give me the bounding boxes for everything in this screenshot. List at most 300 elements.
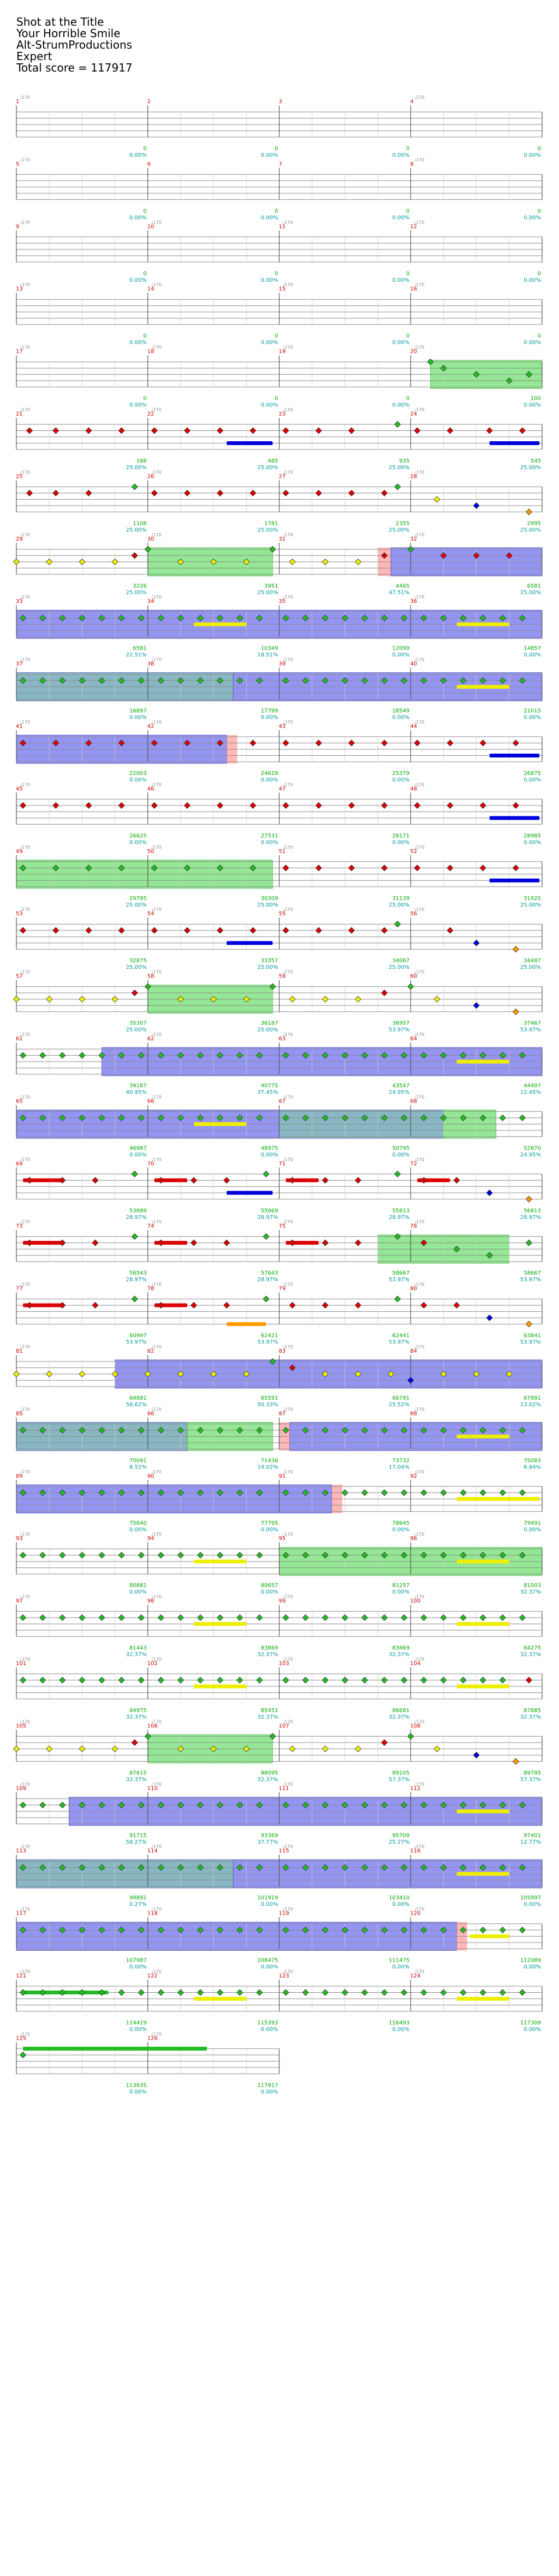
measure-score: 52870: [524, 1145, 541, 1152]
measure-number: 66: [147, 1098, 154, 1105]
note-green: [421, 1615, 427, 1621]
sp-percent: 53.97%: [389, 1277, 410, 1283]
sp-percent: 0.00%: [260, 1152, 278, 1158]
note-green: [382, 1989, 388, 1995]
measure-score: 0: [537, 270, 541, 277]
sp-percent: 0.00%: [129, 839, 147, 846]
measure-number: 48: [410, 786, 417, 792]
note-green: [60, 1802, 66, 1808]
measure-number: 117: [16, 1910, 27, 1917]
sustain-tail: [227, 1322, 266, 1326]
measure-number: 99: [278, 1598, 286, 1604]
sp-percent: 17.04%: [389, 1464, 410, 1471]
measure-number: 2: [147, 99, 151, 105]
measure-number: 12: [410, 223, 417, 230]
measure-number: 123: [278, 1973, 289, 1979]
note-green: [322, 1615, 328, 1621]
tempo-marker: ♩170: [151, 1906, 162, 1912]
measure-number: 125: [16, 2035, 27, 2042]
measure-score: 83669: [392, 1645, 410, 1651]
note-yellow: [434, 996, 440, 1002]
note-green: [217, 1615, 223, 1621]
sp-percent: 0.00%: [392, 402, 410, 408]
note-red: [60, 1240, 66, 1246]
note-red: [217, 428, 223, 434]
tempo-marker: ♩170: [151, 282, 162, 288]
note-green: [382, 1677, 388, 1683]
note-green: [263, 1296, 269, 1302]
sp-percent: 47.51%: [389, 589, 410, 596]
note-red: [250, 740, 256, 746]
measure-score: 70091: [129, 1458, 147, 1464]
sp-percent: 25.00%: [520, 465, 541, 471]
measure-number: 118: [147, 1910, 158, 1917]
measure-score: 0: [143, 333, 147, 340]
tempo-marker: ♩170: [20, 2032, 31, 2037]
measure-score: 116493: [389, 2020, 410, 2026]
note-green: [480, 1927, 486, 1933]
measure-score: 111475: [389, 1957, 410, 1964]
highway-row-7: [16, 480, 542, 512]
tempo-marker: ♩170: [282, 345, 293, 350]
note-blue: [486, 1190, 492, 1196]
note-green: [20, 1052, 26, 1058]
note-red: [217, 802, 223, 808]
measure-number: 89: [16, 1473, 23, 1479]
measure-score: 545: [530, 458, 541, 464]
measure-number: 124: [410, 1973, 421, 1979]
note-green: [198, 1552, 204, 1558]
note-green: [79, 1989, 85, 1995]
tempo-marker: ♩170: [282, 1157, 293, 1162]
measure-score: 95709: [392, 1832, 410, 1839]
sp-percent: 0.00%: [392, 839, 410, 846]
note-yellow: [46, 559, 52, 565]
measure-score: 0: [275, 146, 278, 152]
song-artist: Your Horrible Smile: [16, 27, 121, 40]
sp-percent: 8.52%: [129, 1464, 147, 1471]
sp-percent: 0.00%: [524, 277, 541, 283]
sustain-tail: [227, 441, 272, 445]
note-green: [395, 1171, 401, 1177]
sp-percent: 25.00%: [257, 589, 278, 596]
note-orange: [513, 1009, 519, 1015]
tempo-marker: ♩170: [20, 1282, 31, 1287]
note-green: [302, 1677, 308, 1683]
note-green: [177, 1677, 183, 1683]
note-red: [184, 428, 190, 434]
tempo-marker: ♩170: [151, 1407, 162, 1412]
sp-percent: 0.00%: [260, 1964, 278, 1970]
tempo-marker: ♩170: [20, 1657, 31, 1662]
measure-number: 84: [410, 1348, 417, 1354]
note-green: [20, 1989, 26, 1995]
note-green: [480, 1989, 486, 1995]
measure-number: 56: [410, 911, 417, 917]
tempo-marker: ♩170: [20, 407, 31, 412]
tempo-marker: ♩170: [414, 1219, 425, 1225]
tempo-marker: ♩170: [151, 1719, 162, 1725]
measure-score: 31925: [524, 895, 541, 902]
note-red: [60, 1177, 66, 1183]
sp-percent: 32.37%: [520, 1589, 541, 1596]
measure-score: 0: [143, 208, 147, 215]
measure-score: 36187: [260, 1020, 278, 1027]
highway-row-13: [16, 855, 542, 889]
sustain-tail: [490, 441, 539, 445]
tempo-marker: ♩170: [151, 1157, 162, 1162]
note-red: [316, 927, 322, 933]
measure-number: 44: [410, 724, 417, 730]
note-red: [382, 927, 388, 933]
sp-percent: 24.95%: [389, 1089, 410, 1095]
sustain-tail: [457, 1997, 509, 2001]
note-yellow: [355, 559, 361, 565]
note-yellow: [46, 1371, 52, 1377]
tempo-marker: ♩170: [151, 345, 162, 350]
note-green: [257, 1615, 263, 1621]
measure-number: 65: [16, 1098, 23, 1105]
song-title: Shot at the Title: [16, 15, 104, 28]
tempo-marker: ♩170: [20, 1157, 31, 1162]
tempo-marker: ♩170: [282, 969, 293, 975]
note-green: [480, 1677, 486, 1683]
note-red: [289, 1177, 295, 1183]
note-yellow: [355, 996, 361, 1002]
sp-percent: 25.52%: [389, 1402, 410, 1408]
note-red: [382, 490, 388, 496]
note-green: [158, 1552, 164, 1558]
tempo-marker: ♩170: [414, 1157, 425, 1162]
note-red: [53, 802, 59, 808]
sp-percent: 0.00%: [260, 1902, 278, 1908]
sp-percent: 0.00%: [129, 152, 147, 158]
note-orange: [513, 1758, 519, 1764]
tempo-marker: ♩170: [414, 470, 425, 475]
measure-number: 27: [278, 473, 286, 480]
sp-percent: 28.97%: [257, 1214, 278, 1221]
note-yellow: [434, 496, 440, 502]
highway-row-3: [16, 230, 542, 262]
sp-percent: 0.00%: [129, 777, 147, 783]
tempo-marker: ♩170: [20, 282, 31, 288]
tempo-marker: ♩170: [151, 720, 162, 725]
note-red: [283, 927, 289, 933]
note-yellow: [322, 559, 328, 565]
tempo-marker: ♩170: [282, 1345, 293, 1349]
note-green: [132, 1171, 138, 1177]
note-green: [401, 1615, 407, 1621]
measure-score: 101919: [257, 1895, 278, 1902]
measure-number: 52: [410, 848, 417, 855]
note-green: [79, 1615, 85, 1621]
measure-number: 32: [410, 536, 417, 542]
note-green: [441, 1490, 447, 1496]
measure-number: 47: [278, 786, 286, 792]
tempo-marker: ♩170: [282, 1657, 293, 1662]
measure-score: 84975: [129, 1708, 147, 1714]
tempo-marker: ♩170: [414, 782, 425, 787]
note-green: [421, 1989, 427, 1995]
tempo-marker: ♩170: [414, 157, 425, 163]
measure-score: 80881: [129, 1583, 147, 1589]
measure-number: 4: [410, 99, 414, 105]
measure-score: 6581: [527, 583, 541, 589]
measure-score: 2355: [395, 520, 410, 527]
note-green: [302, 1615, 308, 1621]
note-green: [198, 1615, 204, 1621]
note-red: [322, 1302, 328, 1308]
measure-number: 28: [410, 473, 417, 480]
note-yellow: [46, 996, 52, 1002]
note-green: [342, 1490, 348, 1496]
note-green: [421, 1677, 427, 1683]
sp-percent: 32.37%: [257, 1714, 278, 1720]
measure-number: 67: [278, 1098, 286, 1105]
note-yellow: [14, 1371, 20, 1377]
note-green: [257, 1677, 263, 1683]
measure-number: 70: [147, 1160, 154, 1167]
measure-score: 27531: [260, 833, 278, 839]
note-yellow: [112, 1746, 118, 1752]
highway-row-5: [16, 356, 542, 389]
note-red: [132, 553, 138, 559]
tempo-marker: ♩170: [282, 595, 293, 600]
measure-score: 16897: [129, 708, 147, 714]
note-green: [395, 422, 401, 428]
sp-percent: 0.00%: [392, 1902, 410, 1908]
measure-score: 21015: [524, 708, 541, 714]
tempo-marker: ♩170: [414, 595, 425, 600]
measure-number: 49: [16, 848, 23, 855]
note-orange: [526, 1321, 532, 1327]
note-red: [382, 740, 388, 746]
measure-number: 21: [16, 411, 23, 417]
note-red: [283, 865, 289, 871]
note-red: [217, 490, 223, 496]
tempo-marker: ♩170: [20, 220, 31, 225]
sp-percent: 22.51%: [126, 652, 147, 659]
sp-percent: 25.00%: [126, 902, 147, 908]
measure-score: 31139: [392, 895, 410, 902]
measure-score: 28171: [392, 833, 410, 839]
note-green: [441, 1677, 447, 1683]
note-green: [526, 1240, 532, 1246]
sp-percent: 53.97%: [520, 1277, 541, 1283]
sustain-tail: [457, 1685, 509, 1689]
note-red: [480, 740, 486, 746]
measure-score: 4465: [395, 583, 410, 589]
note-green: [519, 1490, 525, 1496]
sustain-tail: [457, 1872, 509, 1876]
sp-percent: 50.33%: [257, 1402, 278, 1408]
tempo-marker: ♩170: [20, 1094, 31, 1100]
measure-score: 89105: [392, 1770, 410, 1776]
note-green: [118, 1989, 124, 1995]
measure-score: 83869: [260, 1645, 278, 1651]
tempo-marker: ♩170: [20, 1032, 31, 1037]
note-green: [441, 1615, 447, 1621]
sp-percent: 0.00%: [129, 714, 147, 721]
highway-row-16: [16, 1043, 542, 1076]
note-red: [118, 428, 124, 434]
measure-score: 188: [136, 458, 147, 464]
sp-percent: 0.00%: [260, 340, 278, 346]
tempo-marker: ♩170: [414, 1345, 425, 1349]
measure-score: 0: [275, 395, 278, 402]
measure-score: 36957: [392, 1020, 410, 1027]
measure-number: 23: [278, 411, 286, 417]
sp-percent: 57.37%: [520, 1776, 541, 1783]
note-green: [302, 1989, 308, 1995]
measure-number: 42: [147, 724, 154, 730]
sp-percent: 13.02%: [520, 1402, 541, 1408]
measure-score: 12099: [392, 646, 410, 652]
sp-percent: 32.37%: [126, 1714, 147, 1720]
measure-number: 87: [278, 1411, 286, 1417]
measure-score: 37467: [524, 1020, 541, 1027]
measure-score: 84275: [524, 1645, 541, 1651]
tempo-marker: ♩170: [414, 969, 425, 975]
highway-row-19: [16, 1230, 542, 1263]
note-red: [447, 802, 453, 808]
measure-score: 93369: [260, 1832, 278, 1839]
note-red: [526, 1677, 532, 1683]
measure-number: 59: [278, 973, 286, 980]
note-green: [20, 1802, 26, 1808]
measure-score: 10349: [260, 646, 278, 652]
sp-percent: 25.00%: [257, 964, 278, 971]
measure-number: 94: [147, 1536, 154, 1542]
tempo-marker: ♩170: [414, 1282, 425, 1287]
highway-row-29: [16, 1855, 542, 1888]
measure-number: 34: [147, 599, 154, 605]
tempo-marker: ♩170: [414, 345, 425, 350]
sp-percent: 0.00%: [260, 402, 278, 408]
measure-score: 0: [406, 333, 410, 340]
measure-score: 113935: [126, 2082, 147, 2089]
sp-percent: 58.27%: [126, 1839, 147, 1845]
tempo-marker: ♩170: [20, 907, 31, 913]
note-green: [177, 1552, 183, 1558]
note-yellow: [14, 1746, 20, 1752]
measure-number: 72: [410, 1160, 417, 1167]
measure-score: 26625: [129, 833, 147, 839]
note-green: [20, 2052, 26, 2058]
measure-number: 96: [410, 1536, 417, 1542]
measure-score: 0: [275, 208, 278, 215]
measure-number: 13: [16, 286, 23, 293]
tempo-marker: ♩170: [20, 1719, 31, 1725]
note-red: [348, 927, 354, 933]
measure-score: 55813: [392, 1207, 410, 1214]
measure-score: 0: [275, 270, 278, 277]
note-green: [138, 1552, 144, 1558]
note-green: [60, 1615, 66, 1621]
tempo-marker: ♩170: [282, 1094, 293, 1100]
note-green: [40, 1802, 46, 1808]
measure-number: 122: [147, 1973, 158, 1979]
measure-score: 50795: [392, 1145, 410, 1152]
measure-number: 95: [278, 1536, 286, 1542]
highway-row-4: [16, 293, 542, 324]
note-green: [408, 1733, 414, 1739]
measure-score: 35307: [129, 1020, 147, 1027]
measure-number: 113: [16, 1848, 27, 1855]
tempo-marker: ♩170: [414, 1719, 425, 1725]
sp-percent: 0.00%: [524, 1526, 541, 1533]
note-red: [382, 990, 388, 996]
measure-score: 34487: [524, 958, 541, 964]
tempo-marker: ♩170: [282, 1594, 293, 1600]
tempo-marker: ♩170: [151, 844, 162, 850]
sp-percent: 0.00%: [129, 2027, 147, 2033]
note-red: [283, 802, 289, 808]
tempo-marker: ♩170: [20, 595, 31, 600]
note-green: [322, 1677, 328, 1683]
note-green: [40, 1677, 46, 1683]
note-green: [480, 1490, 486, 1496]
measure-score: 485: [267, 458, 278, 464]
note-yellow: [14, 996, 20, 1002]
tempo-marker: ♩170: [151, 782, 162, 787]
measure-number: 17: [16, 348, 23, 355]
sp-percent: 57.37%: [389, 1776, 410, 1783]
sp-percent: 25.00%: [126, 465, 147, 471]
measure-score: 71436: [260, 1458, 278, 1464]
note-red: [118, 927, 124, 933]
note-red: [348, 802, 354, 808]
note-red: [447, 740, 453, 746]
measure-number: 69: [16, 1160, 23, 1167]
note-green: [342, 1989, 348, 1995]
measure-score: 67991: [524, 1395, 541, 1401]
sp-percent: 0.00%: [392, 1589, 410, 1596]
tempo-marker: ♩170: [282, 282, 293, 288]
measure-number: 37: [16, 661, 23, 667]
tempo-marker: ♩170: [414, 1532, 425, 1537]
note-green: [60, 1052, 66, 1058]
tempo-marker: ♩170: [414, 1594, 425, 1600]
sp-percent: 25.00%: [520, 902, 541, 908]
note-red: [414, 865, 420, 871]
measure-score: 105997: [520, 1895, 541, 1902]
measure-number: 1: [16, 99, 20, 105]
sustain-tail: [457, 685, 509, 689]
sustain-tail: [490, 879, 539, 883]
note-green: [257, 1989, 263, 1995]
measure-score: 29795: [129, 895, 147, 902]
note-red: [414, 428, 420, 434]
sustain-tail: [194, 1685, 246, 1689]
note-red: [355, 1240, 361, 1246]
measure-number: 119: [278, 1910, 289, 1917]
sp-percent: 0.00%: [260, 277, 278, 283]
measure-score: 33357: [260, 958, 278, 964]
measure-number: 92: [410, 1473, 417, 1479]
tempo-marker: ♩170: [414, 657, 425, 662]
sp-percent: 24.95%: [520, 1152, 541, 1158]
highway-row-8: [16, 543, 542, 576]
note-red: [250, 927, 256, 933]
measure-number: 46: [147, 786, 154, 792]
note-green: [177, 1615, 183, 1621]
sp-percent: 0.00%: [392, 277, 410, 283]
measure-number: 50: [147, 848, 154, 855]
tempo-marker: ♩170: [20, 657, 31, 662]
note-green: [499, 1115, 506, 1121]
note-green: [283, 1677, 289, 1683]
